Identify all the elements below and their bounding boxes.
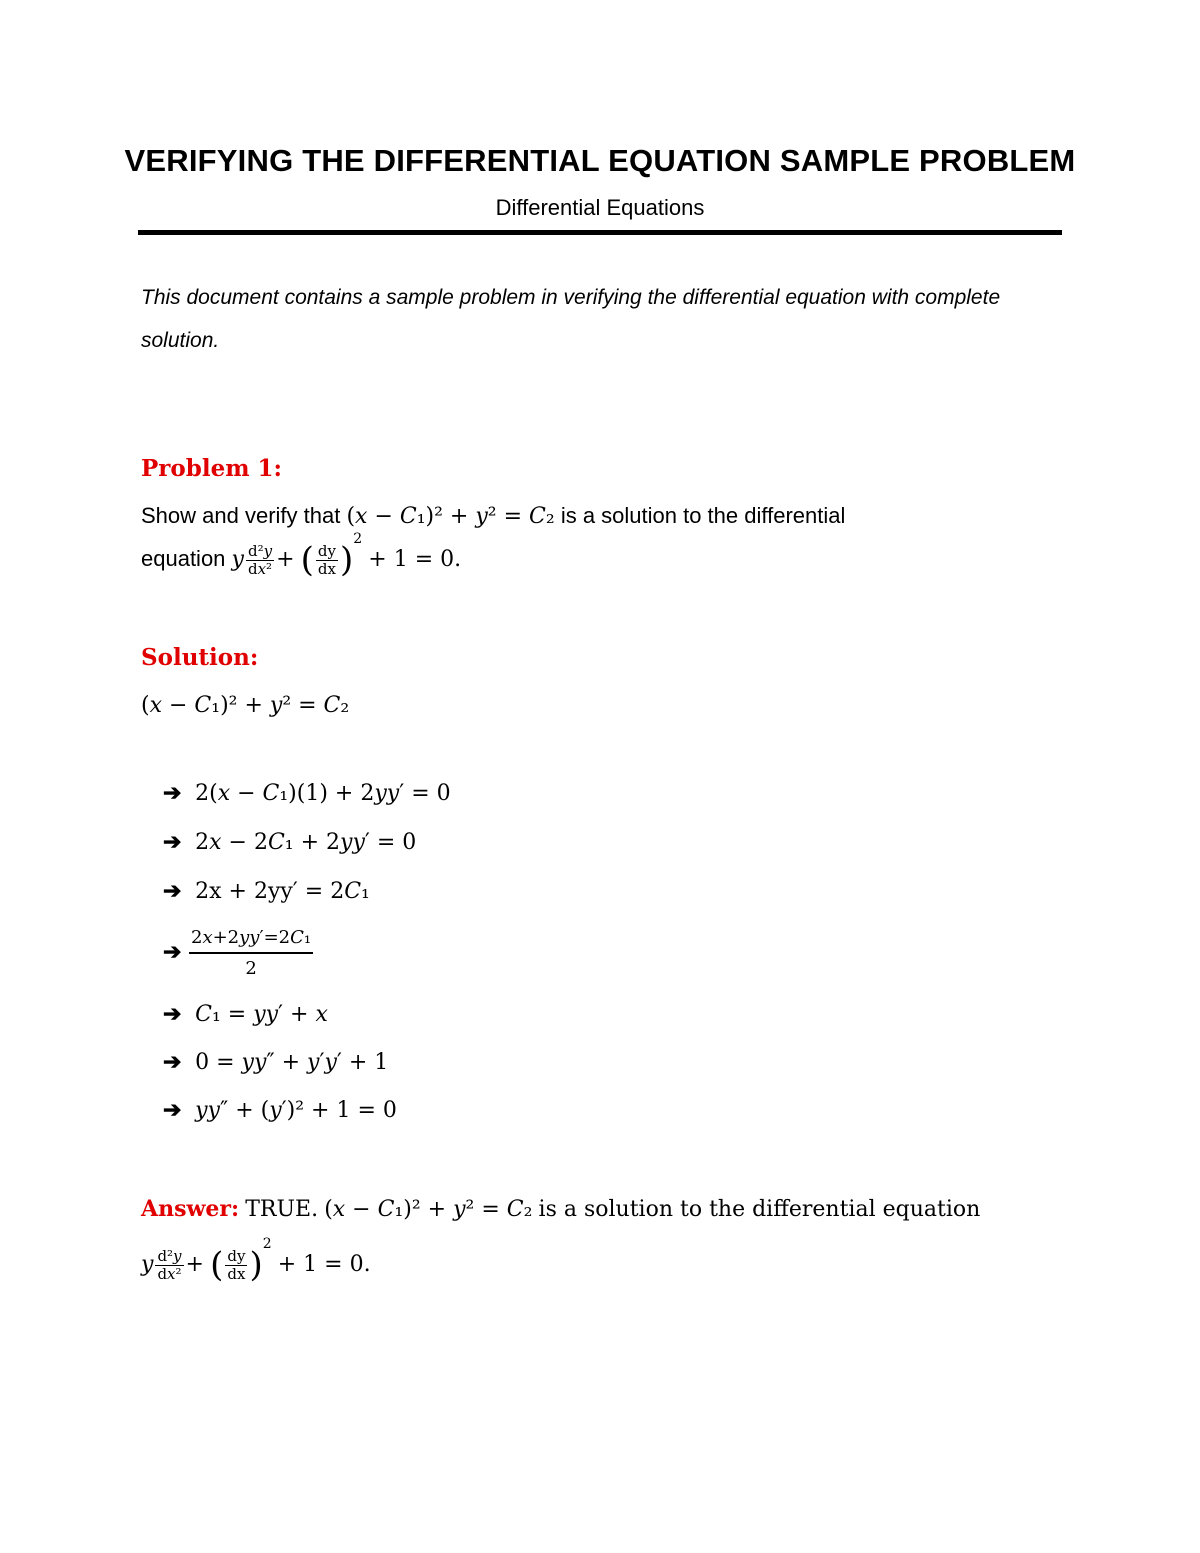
- second-derivative-fraction: [155, 1248, 183, 1283]
- arrow-icon: ➔: [163, 780, 182, 805]
- step-text: 𝑦𝑦″ + (𝑦′)² + 1 = 0: [195, 1098, 397, 1123]
- arrow-icon: ➔: [163, 1001, 182, 1026]
- problem-heading: Problem 1:: [141, 455, 283, 482]
- arrow-icon: ➔: [163, 829, 182, 854]
- solution-step: [163, 780, 451, 806]
- solution-step: [163, 878, 370, 904]
- arrow-icon: ➔: [163, 1097, 182, 1122]
- answer-family-equation: (𝑥 − 𝐶₁)² + 𝑦² = 𝐶₂: [324, 1197, 533, 1222]
- problem-statement-line1: [141, 503, 845, 529]
- fraction-denominator: d𝑥²: [246, 560, 274, 578]
- problem-line2-prefix: equation: [141, 545, 226, 571]
- solution-given-equation: (𝑥 − 𝐶₁)² + 𝑦² = 𝐶₂: [141, 693, 350, 718]
- step-fraction: [189, 927, 313, 979]
- fraction-numerator: 2𝑥+2𝑦𝑦′=2𝐶₁: [191, 927, 312, 948]
- solution-step-fraction: [163, 927, 313, 979]
- step-text: 𝐶₁ = 𝑦𝑦′ + 𝑥: [195, 1002, 328, 1027]
- first-derivative-fraction: [316, 543, 338, 578]
- page-title: VERIFYING THE DIFFERENTIAL EQUATION SAMPLE PROBLEM: [124, 143, 1076, 178]
- fraction-numerator: d²𝑦: [247, 541, 273, 560]
- arrow-icon: ➔: [163, 878, 182, 903]
- page-subtitle: Differential Equations: [495, 195, 705, 220]
- de-tail: + 1 = 0.: [277, 1251, 371, 1277]
- answer-verdict: TRUE.: [245, 1197, 319, 1222]
- fraction-numerator: dy: [317, 541, 336, 560]
- de-y: 𝑦: [141, 1251, 154, 1277]
- fraction-numerator: dy: [227, 1246, 246, 1265]
- answer-label: Answer:: [141, 1196, 240, 1222]
- second-derivative-fraction: [246, 543, 274, 578]
- title-divider: [138, 230, 1062, 235]
- solution-step: [163, 1049, 388, 1075]
- problem-text-suffix: is a solution to the differential: [560, 503, 846, 528]
- fraction-denominator: d𝑥²: [155, 1265, 183, 1283]
- fraction-denominator: dx: [316, 560, 338, 578]
- step-text: 2x + 2yy′ = 2𝐶₁: [195, 879, 370, 904]
- solution-step: [163, 1001, 328, 1027]
- de-tail: + 1 = 0.: [368, 546, 462, 572]
- arrow-icon: ➔: [163, 1049, 182, 1074]
- solution-step: [163, 829, 416, 855]
- problem-statement-line2: equation 𝑦 $\frac{\text{d²𝑦}}{\text{d𝑥²}}$ + ( $\frac{dy}{dx}$ )$^2$ + 1 = 0.: [141, 531, 462, 580]
- family-equation: (𝑥 − 𝐶₁)² + 𝑦² = 𝐶₂: [346, 504, 555, 529]
- intro-paragraph: This document contains a sample problem in verifying the differential equation with complete solution.: [141, 286, 1001, 352]
- step-text: 2(𝑥 − 𝐶₁)(1) + 2𝑦𝑦′ = 0: [195, 781, 451, 806]
- fraction-numerator: d²𝑦: [157, 1246, 182, 1265]
- solution-heading: Solution:: [141, 644, 259, 671]
- solution-step: [163, 1097, 397, 1123]
- de-y: 𝑦: [231, 546, 244, 572]
- answer-text-suffix: is a solution to the differential equation: [538, 1197, 981, 1222]
- answer-line2: 𝑦 $\frac{\text{d²𝑦}}{\text{d𝑥²}}$ + ( $\frac{dy}{dx}$ )$^2$ + 1 = 0.: [141, 1236, 371, 1285]
- arrow-icon: ➔: [163, 938, 182, 964]
- problem-text-prefix: Show and verify that: [141, 503, 341, 528]
- fraction-denominator: dx: [225, 1265, 247, 1283]
- first-derivative-fraction: [225, 1248, 247, 1283]
- answer-line1: [141, 1196, 980, 1222]
- fraction-denominator: 2: [189, 952, 313, 979]
- step-text: 2𝑥 − 2𝐶₁ + 2𝑦𝑦′ = 0: [195, 830, 417, 855]
- step-text: 0 = 𝑦𝑦″ + 𝑦′𝑦′ + 1: [195, 1050, 389, 1075]
